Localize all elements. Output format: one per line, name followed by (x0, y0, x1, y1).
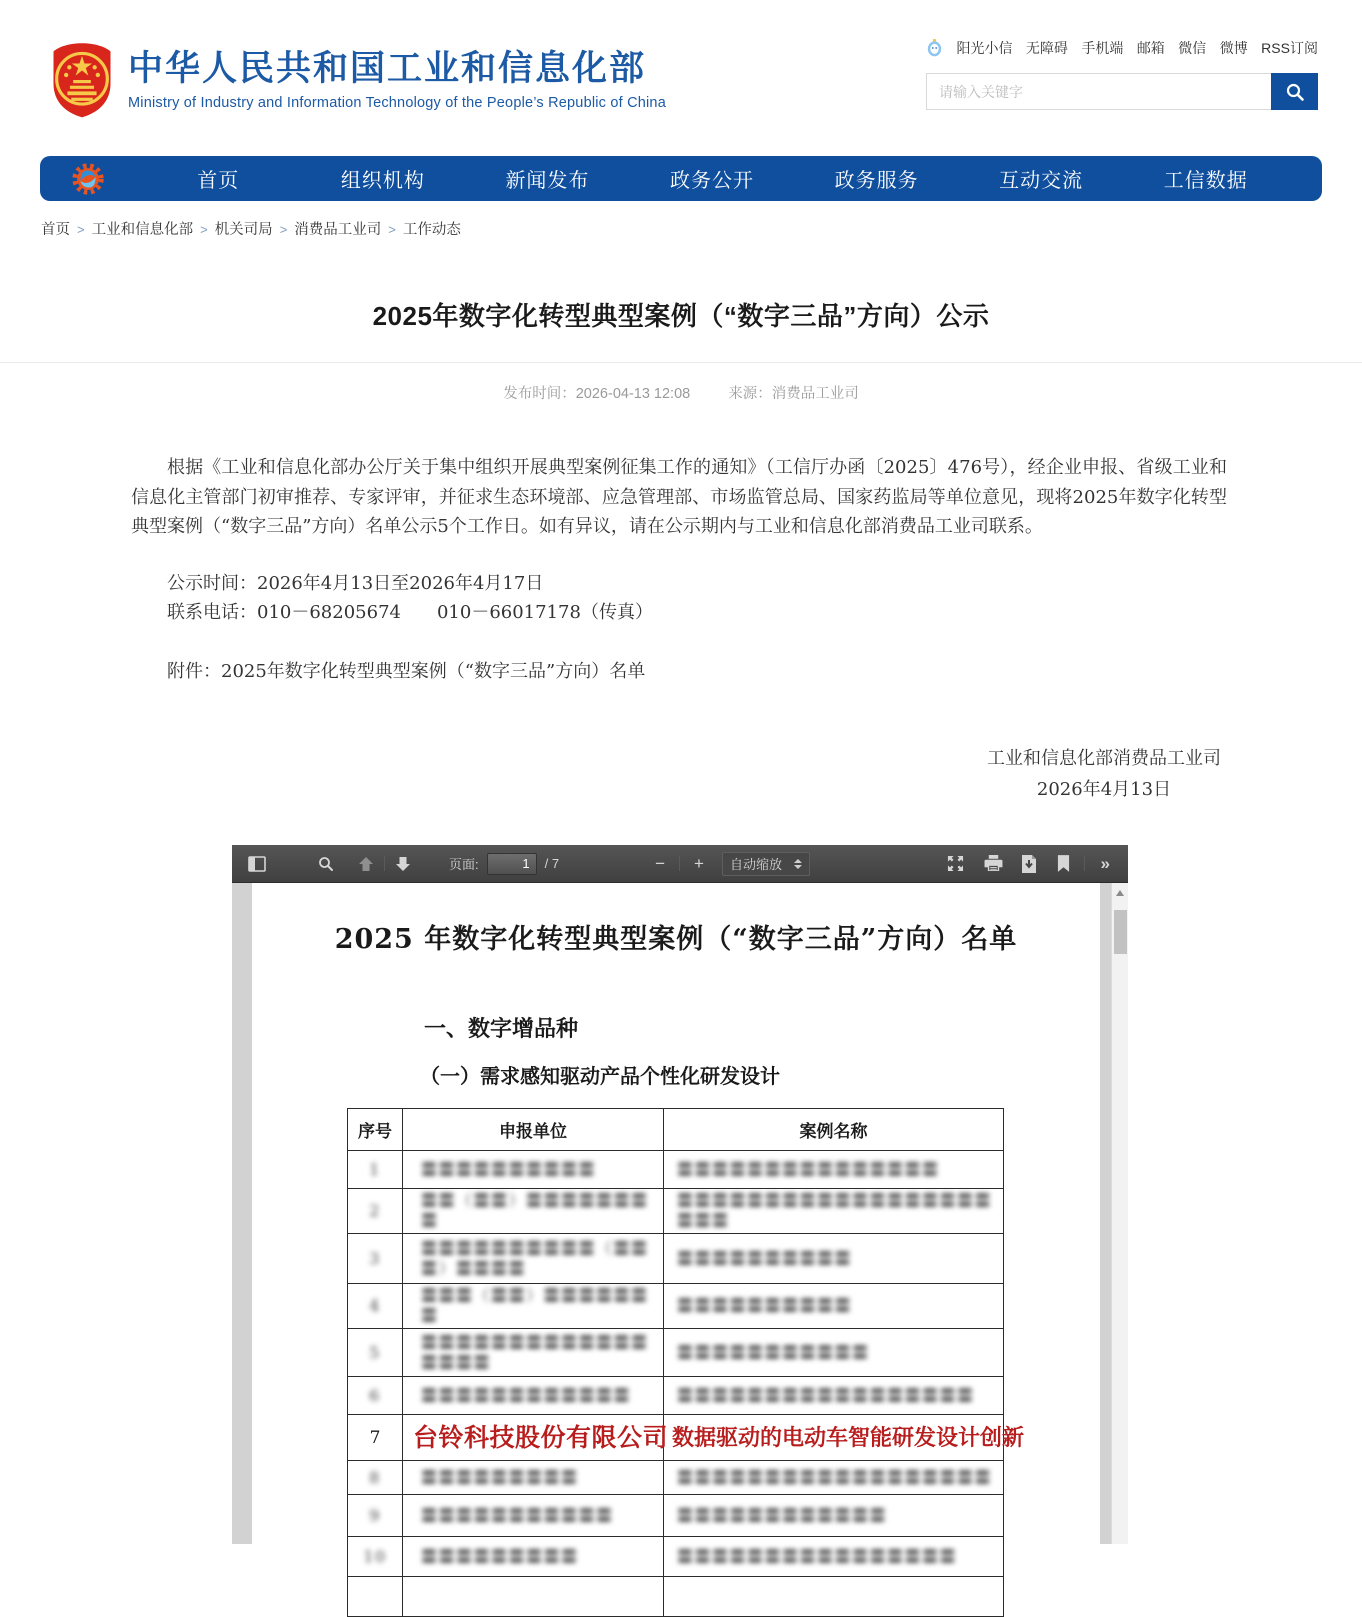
crumb-separator: > (388, 222, 396, 237)
fullscreen-icon (947, 855, 964, 872)
article-source: 来源：消费品工业司 (728, 386, 859, 402)
table-row: 6 〓〓〓〓〓〓〓〓〓〓〓〓 〓〓〓〓〓〓〓〓〓〓〓〓〓〓〓〓〓 (348, 1377, 1004, 1415)
crumb-work-updates[interactable]: 工作动态 (402, 222, 461, 238)
nav-item-interaction[interactable]: 互动交流 (999, 170, 1084, 192)
toolbar-divider (384, 856, 385, 871)
table-row-highlighted: 7 台铃科技股份有限公司 数据驱动的电动车智能研发设计创新 (348, 1415, 1004, 1461)
article-paragraph: 根据《工业和信息化部办公厅关于集中组织开展典型案例征集工作的通知》（工信厅办函〔2025〕476号），经企业申报、省级工业和信息化主管部门初审推荐、专家评审，并征求生态环境部、应急管理部、市场监管总局、国家药监局等单位意见，现将2025年数字化转型典型案例（“数字三品”方向）名单公示5个工作日。如有异议，请在公示期内与工业和信息化部消费品工业司联系。 (131, 457, 1227, 537)
site-header (0, 0, 1362, 150)
download-button[interactable] (1015, 851, 1043, 877)
toplink-sunshine[interactable]: 阳光小信 (956, 40, 1013, 56)
col-header-case: 案例名称 (664, 1109, 1004, 1151)
scrollbar-thumb[interactable] (1114, 910, 1127, 954)
top-utility-links (926, 38, 1318, 58)
crumb-separator: > (200, 222, 208, 237)
table-row: 1 〓〓〓〓〓〓〓〓〓〓 〓〓〓〓〓〓〓〓〓〓〓〓〓〓〓 (348, 1151, 1004, 1189)
crumb-home[interactable]: 首页 (41, 222, 70, 238)
page-up-icon (358, 856, 374, 872)
toplink-mail[interactable]: 邮箱 (1136, 40, 1165, 56)
crumb-separator: > (279, 222, 288, 237)
search-icon (1285, 82, 1305, 102)
table-row: 2 〓〓（〓〓）〓〓〓〓〓〓〓〓 〓〓〓〓〓〓〓〓〓〓〓〓〓〓〓〓〓〓〓〓〓 (348, 1189, 1004, 1234)
table-row (348, 1577, 1004, 1617)
nav-item-miit-data[interactable]: 工信数据 (1163, 170, 1248, 192)
toplink-mobile[interactable]: 手机端 (1081, 40, 1124, 56)
article-meta (0, 382, 1362, 403)
sidebar-toggle-button[interactable] (242, 852, 272, 876)
find-icon (318, 856, 334, 872)
miit-gear-icon (68, 160, 108, 198)
col-header-no: 序号 (348, 1109, 403, 1151)
toolbar-divider (679, 856, 680, 871)
page-title: 2025年数字化转型典型案例（“数字三品”方向）公示 (372, 301, 990, 331)
crumb-consumer-goods[interactable]: 消费品工业司 (294, 222, 382, 238)
pdf-case-table (347, 1108, 1025, 1617)
table-row: 8 〓〓〓〓〓〓〓〓〓 〓〓〓〓〓〓〓〓〓〓〓〓〓〓〓〓〓〓 (348, 1461, 1004, 1495)
pdf-page (252, 883, 1100, 1566)
publish-time: 发布时间：2026-04-13 12:08 (503, 386, 691, 402)
nav-item-news[interactable]: 新闻发布 (505, 170, 590, 192)
bookmark-button[interactable] (1051, 851, 1076, 876)
nav-item-gov-disclosure[interactable]: 政务公开 (670, 170, 755, 192)
table-row: 4 〓〓〓（〓〓）〓〓〓〓〓〓〓 〓〓〓〓〓〓〓〓〓〓 (348, 1284, 1004, 1329)
crumb-miit[interactable]: 工业和信息化部 (91, 222, 194, 238)
pdf-toolbar (232, 845, 1128, 883)
attachment-line: 附件：2025年数字化转型典型案例（“数字三品”方向）名单 (167, 660, 646, 682)
search-input[interactable] (926, 73, 1271, 110)
pdf-viewer (232, 845, 1128, 1566)
page-number-label: 页面: (449, 857, 479, 872)
highlight-case: 数据驱动的电动车智能研发设计创新 (664, 1415, 1004, 1461)
pdf-doc-title: 2025 年数字化转型典型案例（“数字三品”方向）名单 (334, 924, 1018, 955)
sidebar-toggle-icon (248, 856, 266, 872)
site-subtitle-en: Ministry of Industry and Information Technology of the People’s Republic of China (128, 94, 666, 111)
article (0, 296, 1362, 805)
zoom-scale-select[interactable] (722, 852, 810, 876)
national-emblem-icon (50, 42, 114, 118)
col-header-unit: 申报单位 (403, 1109, 664, 1151)
table-row: 10 〓〓〓〓〓〓〓〓〓 〓〓〓〓〓〓〓〓〓〓〓〓〓〓〓〓 (348, 1537, 1004, 1577)
nav-item-organization[interactable]: 组织机构 (340, 170, 425, 192)
title-divider (0, 362, 1362, 363)
select-spinner-icon (794, 859, 802, 869)
crumb-departments[interactable]: 机关司局 (214, 222, 273, 238)
main-nav (40, 156, 1322, 201)
signature-org: 工业和信息化部消费品工业司 (987, 748, 1221, 769)
publicity-period-line: 公示时间：2026年4月13日至2026年4月17日 (167, 572, 544, 594)
signature-date: 2026年4月13日 (1036, 779, 1172, 800)
zoom-scale-value: 自动缩放 (729, 857, 782, 872)
toplink-weibo[interactable]: 微博 (1219, 40, 1248, 56)
signature-block (987, 743, 1221, 805)
more-tools-button[interactable]: » (1093, 854, 1118, 874)
table-header-row (348, 1109, 1004, 1151)
highlight-company: 台铃科技股份有限公司 (403, 1415, 664, 1461)
crumb-separator: > (77, 222, 85, 237)
table-row: 5 〓〓〓〓〓〓〓〓〓〓〓〓〓〓〓〓〓 〓〓〓〓〓〓〓〓〓〓〓 (348, 1329, 1004, 1377)
bookmark-icon (1057, 855, 1070, 872)
zoom-in-button[interactable]: + (684, 854, 714, 874)
toplink-accessibility[interactable]: 无障碍 (1025, 40, 1068, 56)
page-number-input[interactable] (487, 853, 537, 875)
zoom-out-button[interactable]: − (645, 854, 675, 874)
table-row: 3 〓〓〓〓〓〓〓〓〓〓（〓〓〓）〓〓〓〓 〓〓〓〓〓〓〓〓〓〓 (348, 1234, 1004, 1284)
download-icon (1021, 855, 1037, 873)
nav-item-home[interactable]: 首页 (197, 170, 240, 192)
pdf-section-heading: 一、数字增品种 (424, 1016, 579, 1042)
site-title: 中华人民共和国工业和信息化部 (128, 49, 647, 89)
toplink-wechat[interactable]: 微信 (1178, 40, 1207, 56)
print-icon (984, 855, 1003, 872)
presentation-mode-button[interactable] (941, 851, 970, 876)
print-button[interactable] (978, 851, 1009, 876)
pdf-find-button[interactable] (312, 852, 340, 876)
mascot-icon (926, 38, 943, 58)
site-brand[interactable] (50, 42, 666, 118)
page-down-button[interactable] (389, 852, 417, 876)
toplink-rss[interactable]: RSS订阅 (1261, 40, 1318, 56)
pdf-document-area[interactable] (232, 883, 1128, 1566)
breadcrumb (41, 218, 1362, 239)
contact-phone-line: 联系电话：010－68205674 010－66017178（传真） (167, 601, 653, 623)
pdf-scrollbar[interactable] (1111, 883, 1128, 1544)
nav-item-gov-services[interactable]: 政务服务 (834, 170, 919, 192)
page-down-icon (395, 856, 411, 872)
toolbar-divider (1084, 856, 1085, 871)
scrollbar-up-arrow-icon[interactable] (1116, 890, 1124, 896)
pdf-subsection-heading: （一）需求感知驱动产品个性化研发设计 (420, 1064, 780, 1088)
table-row: 9 〓〓〓〓〓〓〓〓〓〓〓 〓〓〓〓〓〓〓〓〓〓〓〓 (348, 1495, 1004, 1537)
page-up-button[interactable] (352, 852, 380, 876)
page-total: / 7 (544, 856, 560, 871)
search-button[interactable] (1271, 73, 1318, 110)
